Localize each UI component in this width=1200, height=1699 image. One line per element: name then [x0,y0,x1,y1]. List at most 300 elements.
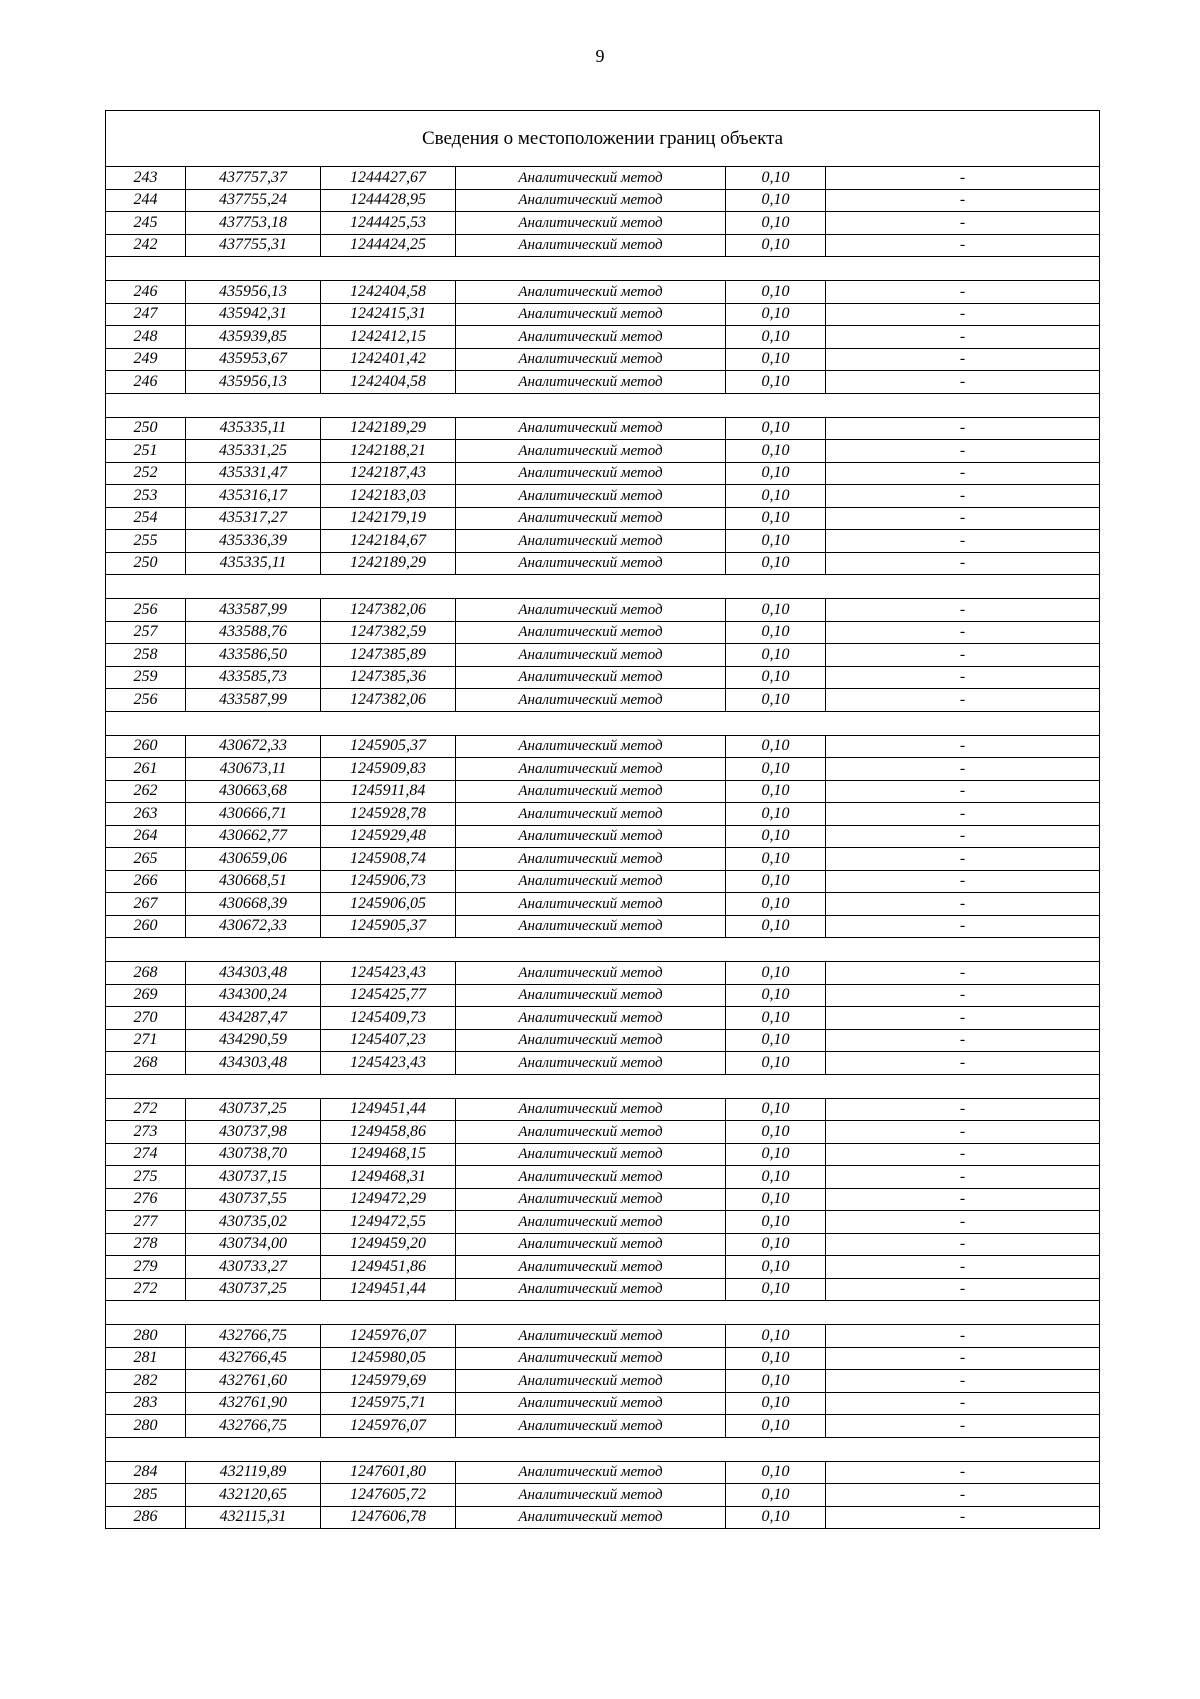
method-cell: Аналитический метод [456,666,726,689]
description-cell: - [826,1121,1100,1144]
point-number-cell: 267 [106,893,186,916]
description-cell: - [826,281,1100,304]
coord-y-cell: 1245423,43 [321,962,456,985]
table-row [106,189,1100,212]
accuracy-cell: 0,10 [726,735,826,758]
description-cell: - [826,303,1100,326]
coord-x-cell: 435953,67 [186,348,321,371]
table-row [106,803,1100,826]
method-cell: Аналитический метод [456,1233,726,1256]
coord-y-cell: 1245908,74 [321,848,456,871]
table-row [106,621,1100,644]
coord-x-cell: 430672,33 [186,915,321,938]
method-cell: Аналитический метод [456,440,726,463]
description-cell: - [826,552,1100,575]
coord-y-cell: 1247601,80 [321,1461,456,1484]
group-separator [106,1301,1100,1325]
table-title-row [106,111,1100,167]
accuracy-cell: 0,10 [726,825,826,848]
accuracy-cell: 0,10 [726,1256,826,1279]
method-cell: Аналитический метод [456,1211,726,1234]
table-row [106,1256,1100,1279]
coord-x-cell: 430737,15 [186,1166,321,1189]
point-number-cell: 259 [106,666,186,689]
point-number-cell: 242 [106,234,186,257]
method-cell: Аналитический метод [456,599,726,622]
accuracy-cell: 0,10 [726,1233,826,1256]
coord-x-cell: 430738,70 [186,1143,321,1166]
coord-x-cell: 437755,31 [186,234,321,257]
point-number-cell: 253 [106,485,186,508]
accuracy-cell: 0,10 [726,893,826,916]
method-cell: Аналитический метод [456,234,726,257]
coord-y-cell: 1245911,84 [321,780,456,803]
method-cell: Аналитический метод [456,1256,726,1279]
table-row [106,1007,1100,1030]
coord-x-cell: 433586,50 [186,644,321,667]
accuracy-cell: 0,10 [726,915,826,938]
accuracy-cell: 0,10 [726,1347,826,1370]
method-cell: Аналитический метод [456,758,726,781]
coord-x-cell: 435956,13 [186,371,321,394]
coord-x-cell: 430672,33 [186,735,321,758]
description-cell: - [826,780,1100,803]
table-row [106,462,1100,485]
description-cell: - [826,984,1100,1007]
coord-x-cell: 432115,31 [186,1506,321,1529]
point-number-cell: 261 [106,758,186,781]
coord-y-cell: 1245909,83 [321,758,456,781]
point-number-cell: 256 [106,689,186,712]
coord-y-cell: 1245905,37 [321,735,456,758]
method-cell: Аналитический метод [456,371,726,394]
method-cell: Аналитический метод [456,303,726,326]
point-number-cell: 274 [106,1143,186,1166]
point-number-cell: 260 [106,915,186,938]
description-cell: - [826,212,1100,235]
method-cell: Аналитический метод [456,462,726,485]
coord-y-cell: 1247382,59 [321,621,456,644]
description-cell: - [826,530,1100,553]
point-number-cell: 275 [106,1166,186,1189]
method-cell: Аналитический метод [456,552,726,575]
accuracy-cell: 0,10 [726,1415,826,1438]
coord-y-cell: 1249451,86 [321,1256,456,1279]
method-cell: Аналитический метод [456,417,726,440]
table-row [106,552,1100,575]
coord-y-cell: 1249459,20 [321,1233,456,1256]
accuracy-cell: 0,10 [726,1188,826,1211]
method-cell: Аналитический метод [456,1347,726,1370]
table-row [106,1188,1100,1211]
table-row [106,1166,1100,1189]
coord-x-cell: 430663,68 [186,780,321,803]
method-cell: Аналитический метод [456,1098,726,1121]
coord-y-cell: 1244424,25 [321,234,456,257]
accuracy-cell: 0,10 [726,758,826,781]
coord-x-cell: 430659,06 [186,848,321,871]
description-cell: - [826,870,1100,893]
description-cell: - [826,485,1100,508]
table-row [106,167,1100,190]
method-cell: Аналитический метод [456,893,726,916]
point-number-cell: 250 [106,552,186,575]
coord-y-cell: 1245407,23 [321,1029,456,1052]
coord-y-cell: 1249458,86 [321,1121,456,1144]
coord-x-cell: 430737,25 [186,1278,321,1301]
table-row [106,1029,1100,1052]
accuracy-cell: 0,10 [726,1166,826,1189]
point-number-cell: 264 [106,825,186,848]
point-number-cell: 272 [106,1278,186,1301]
point-number-cell: 262 [106,780,186,803]
point-number-cell: 269 [106,984,186,1007]
accuracy-cell: 0,10 [726,462,826,485]
coord-x-cell: 435336,39 [186,530,321,553]
coord-y-cell: 1242401,42 [321,348,456,371]
method-cell: Аналитический метод [456,984,726,1007]
coord-x-cell: 435317,27 [186,507,321,530]
description-cell: - [826,1415,1100,1438]
method-cell: Аналитический метод [456,803,726,826]
coord-y-cell: 1242183,03 [321,485,456,508]
accuracy-cell: 0,10 [726,348,826,371]
method-cell: Аналитический метод [456,1278,726,1301]
coord-x-cell: 435316,17 [186,485,321,508]
coord-y-cell: 1242189,29 [321,417,456,440]
point-number-cell: 277 [106,1211,186,1234]
description-cell: - [826,507,1100,530]
boundary-coordinates-table [105,110,1100,1529]
method-cell: Аналитический метод [456,189,726,212]
coord-x-cell: 433585,73 [186,666,321,689]
coord-x-cell: 430737,98 [186,1121,321,1144]
coord-x-cell: 434303,48 [186,1052,321,1075]
point-number-cell: 266 [106,870,186,893]
coord-y-cell: 1247385,89 [321,644,456,667]
coord-x-cell: 432119,89 [186,1461,321,1484]
accuracy-cell: 0,10 [726,1098,826,1121]
coord-y-cell: 1245423,43 [321,1052,456,1075]
coord-y-cell: 1249468,15 [321,1143,456,1166]
accuracy-cell: 0,10 [726,644,826,667]
method-cell: Аналитический метод [456,1461,726,1484]
accuracy-cell: 0,10 [726,1278,826,1301]
table-row [106,303,1100,326]
description-cell: - [826,825,1100,848]
accuracy-cell: 0,10 [726,962,826,985]
description-cell: - [826,1506,1100,1529]
point-number-cell: 245 [106,212,186,235]
coord-x-cell: 434303,48 [186,962,321,985]
coord-x-cell: 430673,11 [186,758,321,781]
method-cell: Аналитический метод [456,1121,726,1144]
method-cell: Аналитический метод [456,825,726,848]
page-number: 9 [595,46,605,66]
accuracy-cell: 0,10 [726,507,826,530]
accuracy-cell: 0,10 [726,326,826,349]
table-row [106,735,1100,758]
description-cell: - [826,1461,1100,1484]
table-row [106,825,1100,848]
method-cell: Аналитический метод [456,1484,726,1507]
coord-x-cell: 430668,51 [186,870,321,893]
table-row [106,1233,1100,1256]
accuracy-cell: 0,10 [726,167,826,190]
method-cell: Аналитический метод [456,621,726,644]
coord-y-cell: 1242187,43 [321,462,456,485]
table-title: Сведения о местоположении границ объекта [106,111,1100,167]
accuracy-cell: 0,10 [726,552,826,575]
coord-x-cell: 437757,37 [186,167,321,190]
coord-y-cell: 1244427,67 [321,167,456,190]
accuracy-cell: 0,10 [726,803,826,826]
accuracy-cell: 0,10 [726,1461,826,1484]
coord-y-cell: 1245979,69 [321,1370,456,1393]
point-number-cell: 258 [106,644,186,667]
table-row [106,326,1100,349]
method-cell: Аналитический метод [456,1188,726,1211]
coord-y-cell: 1245409,73 [321,1007,456,1030]
point-number-cell: 282 [106,1370,186,1393]
table-row [106,234,1100,257]
table-row [106,984,1100,1007]
description-cell: - [826,1211,1100,1234]
description-cell: - [826,735,1100,758]
method-cell: Аналитический метод [456,870,726,893]
coord-y-cell: 1242412,15 [321,326,456,349]
group-separator-row [106,257,1100,281]
coord-y-cell: 1249472,29 [321,1188,456,1211]
method-cell: Аналитический метод [456,735,726,758]
group-separator [106,393,1100,417]
accuracy-cell: 0,10 [726,666,826,689]
point-number-cell: 280 [106,1415,186,1438]
coord-x-cell: 435956,13 [186,281,321,304]
point-number-cell: 272 [106,1098,186,1121]
coord-y-cell: 1249472,55 [321,1211,456,1234]
accuracy-cell: 0,10 [726,870,826,893]
group-separator [106,575,1100,599]
coord-x-cell: 432761,90 [186,1392,321,1415]
table-row [106,848,1100,871]
coord-y-cell: 1245906,73 [321,870,456,893]
table-row [106,1484,1100,1507]
table-row [106,530,1100,553]
description-cell: - [826,167,1100,190]
coord-x-cell: 433587,99 [186,689,321,712]
point-number-cell: 250 [106,417,186,440]
coord-x-cell: 434290,59 [186,1029,321,1052]
description-cell: - [826,1143,1100,1166]
coord-y-cell: 1247382,06 [321,689,456,712]
table-row [106,1278,1100,1301]
table-row [106,1461,1100,1484]
coord-x-cell: 435331,25 [186,440,321,463]
point-number-cell: 249 [106,348,186,371]
group-separator-row [106,393,1100,417]
method-cell: Аналитический метод [456,1052,726,1075]
description-cell: - [826,666,1100,689]
coord-y-cell: 1242184,67 [321,530,456,553]
point-number-cell: 281 [106,1347,186,1370]
point-number-cell: 276 [106,1188,186,1211]
coord-x-cell: 430733,27 [186,1256,321,1279]
description-cell: - [826,1392,1100,1415]
table-row [106,440,1100,463]
accuracy-cell: 0,10 [726,212,826,235]
group-separator [106,1437,1100,1461]
accuracy-cell: 0,10 [726,689,826,712]
coord-y-cell: 1245980,05 [321,1347,456,1370]
coord-x-cell: 437755,24 [186,189,321,212]
accuracy-cell: 0,10 [726,1325,826,1348]
description-cell: - [826,1325,1100,1348]
coord-x-cell: 430737,25 [186,1098,321,1121]
accuracy-cell: 0,10 [726,371,826,394]
accuracy-cell: 0,10 [726,485,826,508]
coord-x-cell: 432766,75 [186,1325,321,1348]
accuracy-cell: 0,10 [726,281,826,304]
accuracy-cell: 0,10 [726,1211,826,1234]
description-cell: - [826,1188,1100,1211]
table-row [106,371,1100,394]
method-cell: Аналитический метод [456,281,726,304]
table-row [106,780,1100,803]
method-cell: Аналитический метод [456,1325,726,1348]
coord-y-cell: 1245905,37 [321,915,456,938]
description-cell: - [826,644,1100,667]
coord-x-cell: 430737,55 [186,1188,321,1211]
accuracy-cell: 0,10 [726,1007,826,1030]
coord-y-cell: 1245975,71 [321,1392,456,1415]
coord-y-cell: 1247606,78 [321,1506,456,1529]
table-row [106,485,1100,508]
method-cell: Аналитический метод [456,915,726,938]
point-number-cell: 246 [106,371,186,394]
table-row [106,1211,1100,1234]
table-row [106,1325,1100,1348]
accuracy-cell: 0,10 [726,303,826,326]
point-number-cell: 280 [106,1325,186,1348]
accuracy-cell: 0,10 [726,1052,826,1075]
method-cell: Аналитический метод [456,689,726,712]
method-cell: Аналитический метод [456,962,726,985]
group-separator-row [106,575,1100,599]
description-cell: - [826,1007,1100,1030]
table-row [106,348,1100,371]
method-cell: Аналитический метод [456,1506,726,1529]
description-cell: - [826,1098,1100,1121]
accuracy-cell: 0,10 [726,848,826,871]
method-cell: Аналитический метод [456,326,726,349]
description-cell: - [826,848,1100,871]
point-number-cell: 284 [106,1461,186,1484]
coord-x-cell: 432766,45 [186,1347,321,1370]
accuracy-cell: 0,10 [726,189,826,212]
group-separator-row [106,1301,1100,1325]
table-row [106,417,1100,440]
description-cell: - [826,689,1100,712]
coord-y-cell: 1242404,58 [321,371,456,394]
group-separator-row [106,938,1100,962]
coord-x-cell: 430735,02 [186,1211,321,1234]
point-number-cell: 260 [106,735,186,758]
coord-x-cell: 430662,77 [186,825,321,848]
description-cell: - [826,915,1100,938]
table-row [106,1370,1100,1393]
description-cell: - [826,1347,1100,1370]
coord-y-cell: 1247605,72 [321,1484,456,1507]
accuracy-cell: 0,10 [726,1121,826,1144]
method-cell: Аналитический метод [456,1007,726,1030]
description-cell: - [826,599,1100,622]
description-cell: - [826,371,1100,394]
table-row [106,599,1100,622]
table-row [106,1121,1100,1144]
group-separator-row [106,1437,1100,1461]
point-number-cell: 244 [106,189,186,212]
description-cell: - [826,758,1100,781]
description-cell: - [826,1166,1100,1189]
method-cell: Аналитический метод [456,848,726,871]
method-cell: Аналитический метод [456,1166,726,1189]
point-number-cell: 273 [106,1121,186,1144]
table-row [106,689,1100,712]
coord-y-cell: 1245976,07 [321,1415,456,1438]
coord-y-cell: 1244428,95 [321,189,456,212]
coord-y-cell: 1242404,58 [321,281,456,304]
group-separator-row [106,711,1100,735]
table-row [106,644,1100,667]
table-row [106,1506,1100,1529]
table-row [106,962,1100,985]
point-number-cell: 285 [106,1484,186,1507]
coord-x-cell: 435331,47 [186,462,321,485]
coord-x-cell: 432120,65 [186,1484,321,1507]
point-number-cell: 254 [106,507,186,530]
coord-y-cell: 1249451,44 [321,1278,456,1301]
description-cell: - [826,893,1100,916]
accuracy-cell: 0,10 [726,780,826,803]
table-row [106,758,1100,781]
accuracy-cell: 0,10 [726,440,826,463]
accuracy-cell: 0,10 [726,234,826,257]
description-cell: - [826,326,1100,349]
point-number-cell: 265 [106,848,186,871]
description-cell: - [826,440,1100,463]
coord-y-cell: 1247385,36 [321,666,456,689]
table-row [106,870,1100,893]
point-number-cell: 248 [106,326,186,349]
coord-y-cell: 1247382,06 [321,599,456,622]
table-row [106,1098,1100,1121]
accuracy-cell: 0,10 [726,1484,826,1507]
description-cell: - [826,1052,1100,1075]
group-separator-row [106,1074,1100,1098]
coord-y-cell: 1242179,19 [321,507,456,530]
description-cell: - [826,1256,1100,1279]
point-number-cell: 252 [106,462,186,485]
description-cell: - [826,1370,1100,1393]
coord-x-cell: 430666,71 [186,803,321,826]
method-cell: Аналитический метод [456,1392,726,1415]
accuracy-cell: 0,10 [726,417,826,440]
coord-x-cell: 433588,76 [186,621,321,644]
method-cell: Аналитический метод [456,644,726,667]
description-cell: - [826,1029,1100,1052]
coord-y-cell: 1242415,31 [321,303,456,326]
